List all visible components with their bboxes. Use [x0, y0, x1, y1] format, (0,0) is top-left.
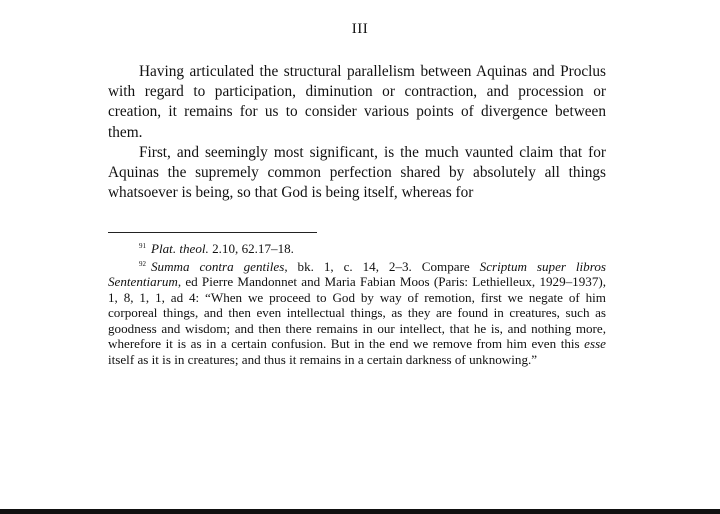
- footnotes: [108, 239, 606, 367]
- footnote-number: 92: [139, 259, 146, 268]
- paragraph: Having articulated the structural parallelism between Aquinas and Proclus with regard to participation, diminution or contraction, and procession or creation, it remains for us to consider various points of divergence between them.: [108, 63, 606, 141]
- footnote-91: [108, 239, 606, 257]
- footnote-title: Scriptum super libros Sententiarum: [108, 258, 606, 289]
- footnote-text: , ed Pierre Mandonnet and Maria Fabian Moos (Paris: Lethielleux, 1929–1937), 1, 8, 1, 1, ad 4: “When we proceed to God by way of remotion, first we negate of him corporeal things, and then even intellectual things, as they are found in creatures, such as goodness and wisdom; and then there remains in our intellect, that he is, and nothing more, wherefore it is as in a certain confusion. But in the end we remove from him even this: [108, 274, 606, 351]
- footnote-text: , bk. 1, c. 14, 2–3. Compare: [284, 258, 480, 274]
- footnote-divider: [108, 232, 317, 233]
- footnote-text: 2.10, 62.17–18.: [208, 241, 294, 256]
- paragraph: First, and seemingly most significant, is the much vaunted claim that for Aquinas the supremely common perfection shared by absolutely all things whatsoever is being, so that God is being itself, whereas for: [108, 143, 606, 202]
- footnote-text: itself as it is in creatures; and thus it remains in a certain darkness of unknowing.”: [108, 351, 538, 367]
- footnote-number: 91: [139, 242, 146, 250]
- footnote-title: Plat. theol.: [151, 241, 209, 256]
- footnote-term: esse: [584, 336, 606, 351]
- footnote-title: Summa contra gentiles: [151, 258, 285, 274]
- section-heading: III: [351, 21, 369, 37]
- main-text: [108, 62, 606, 203]
- footnote-92: [108, 257, 606, 368]
- bottom-edge-bar: [0, 509, 720, 514]
